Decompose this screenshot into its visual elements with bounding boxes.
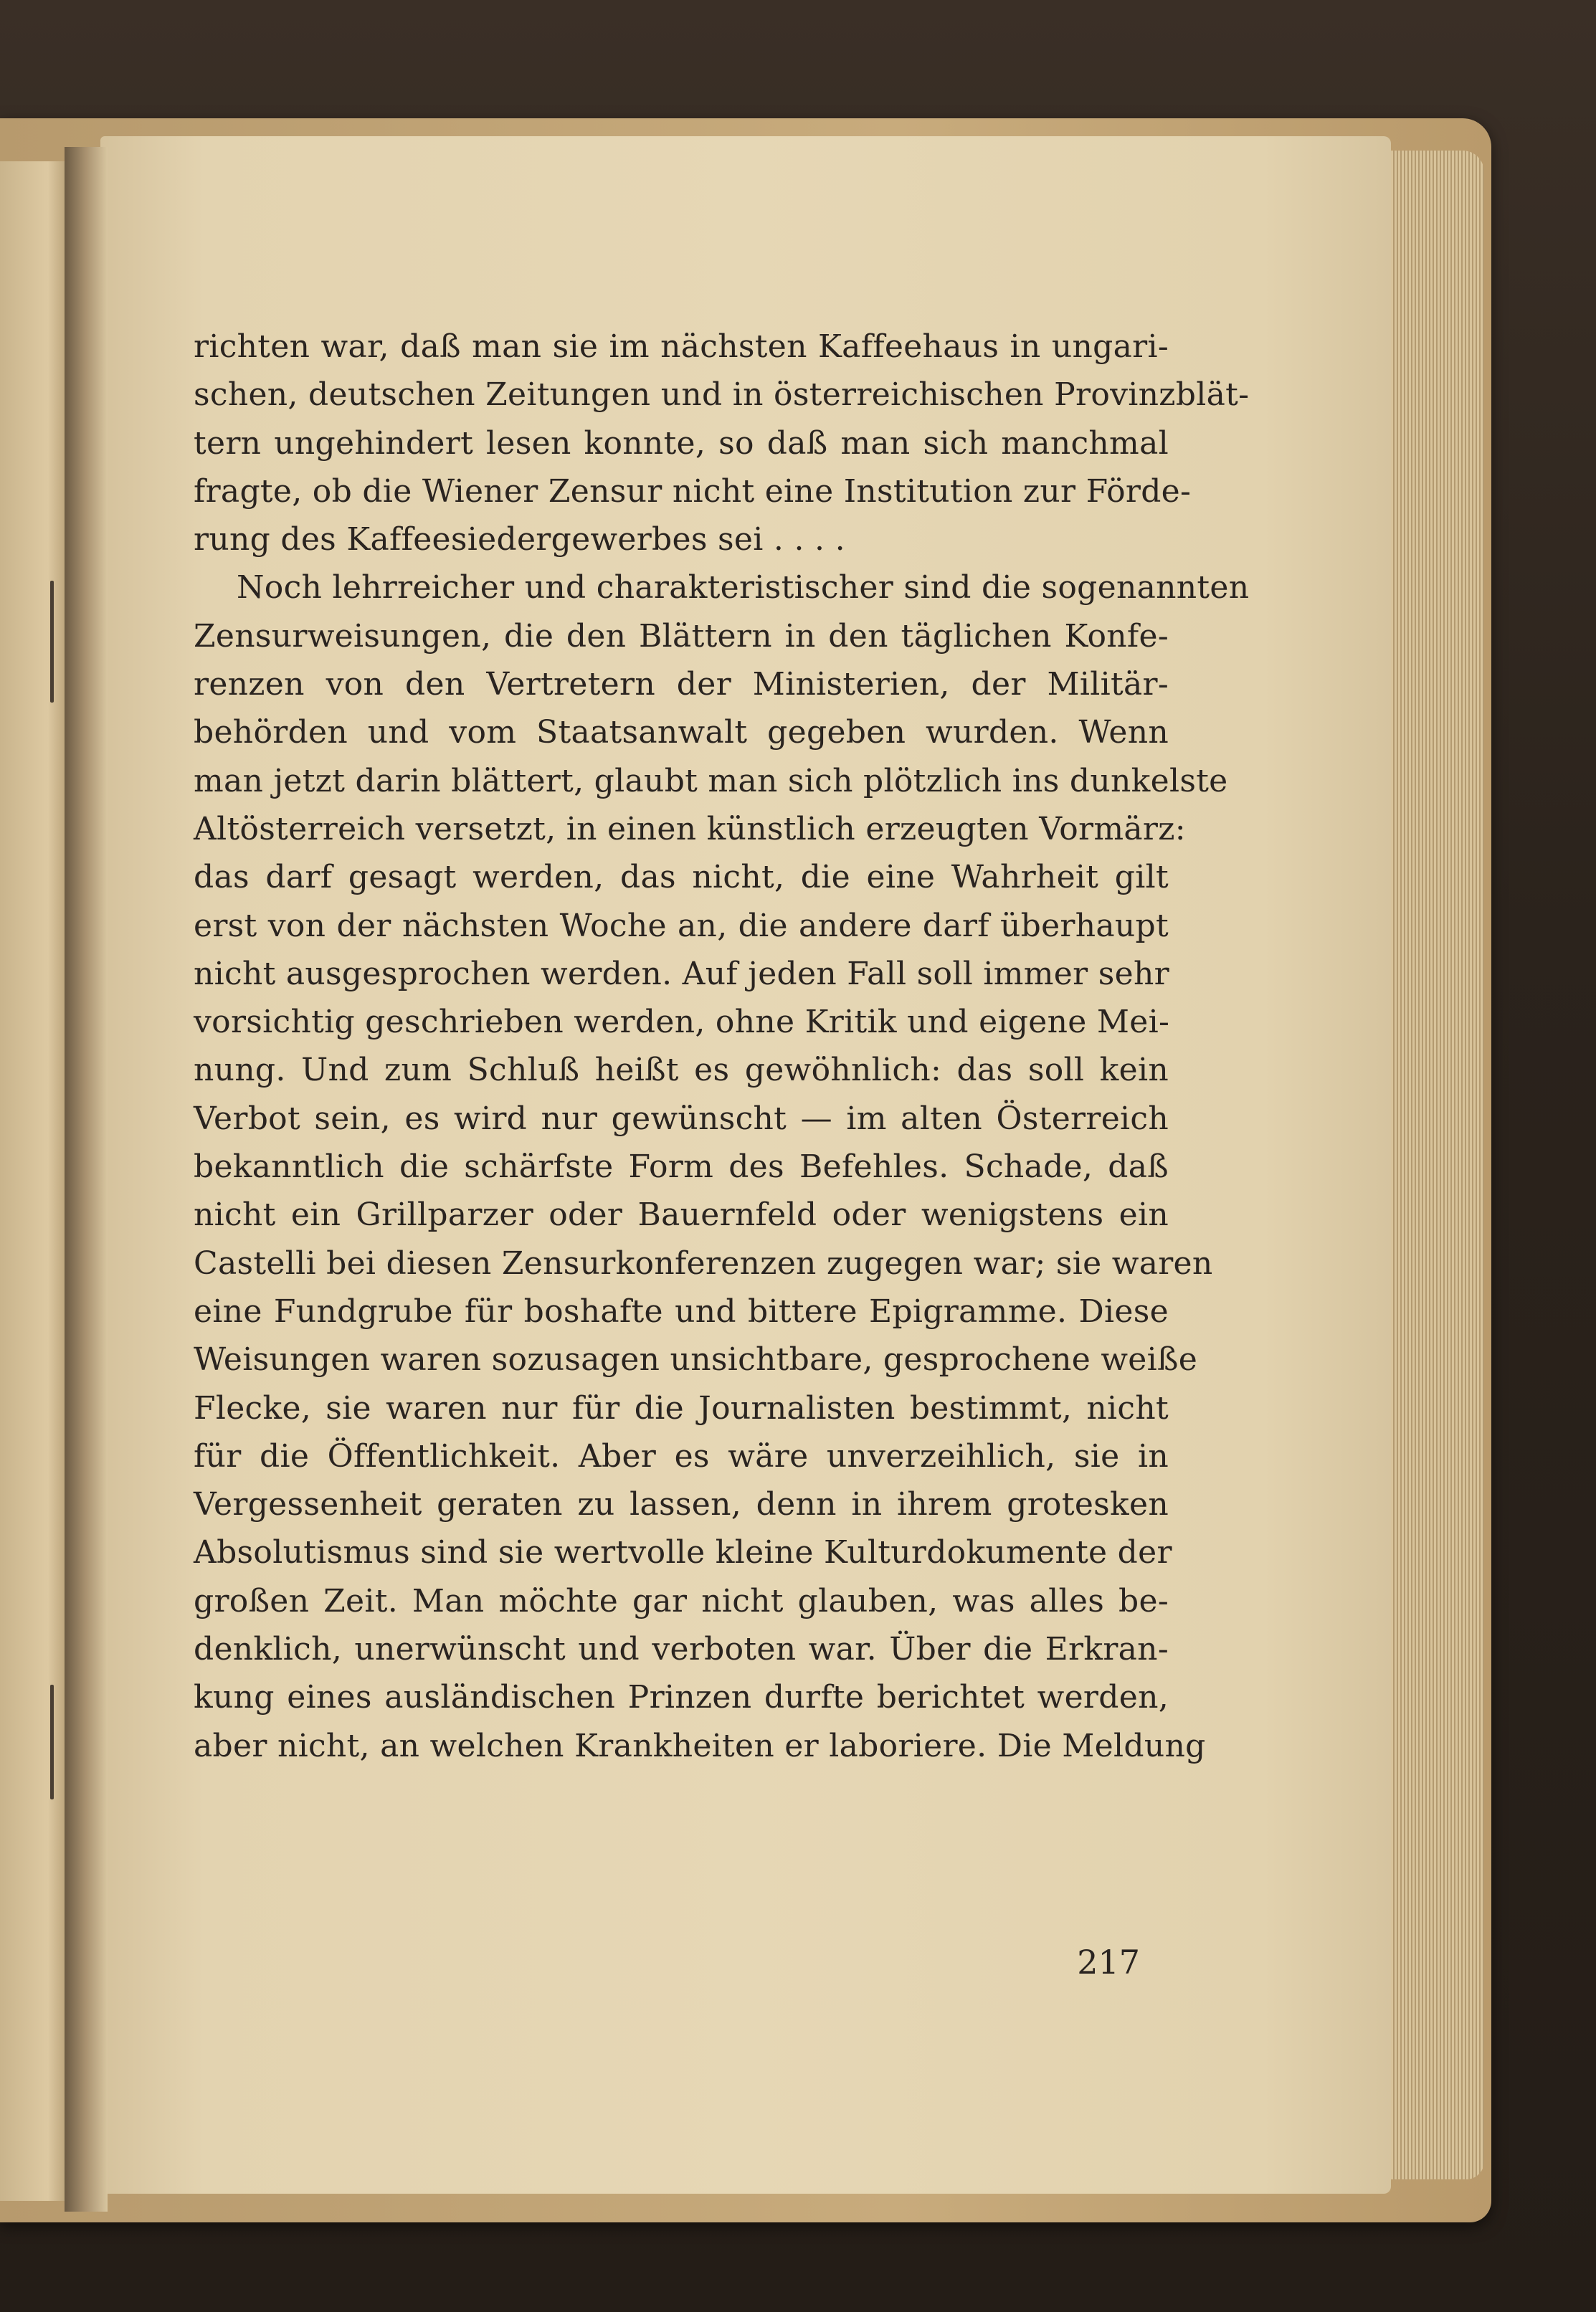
text-line: Weisungen waren sozusagen unsichtbare, gesprochene weiße [194, 1341, 1198, 1379]
text-line: fragte, ob die Wiener Zensur nicht eine Institution zur Förde- [194, 472, 1192, 510]
page-number: 217 [1077, 1943, 1140, 1982]
text-line: nicht ausgesprochen werden. Auf jeden Fall soll immer sehr [194, 955, 1169, 992]
text-line: Zensurweisungen, die den Blättern in den täglichen Konfe- [194, 617, 1169, 655]
text-line: das darf gesagt werden, das nicht, die eine Wahrheit gilt [194, 859, 1169, 896]
text-line: nicht ein Grillparzer oder Bauernfeld oder wenigstens ein [194, 1197, 1169, 1234]
text-line: eine Fundgrube für boshafte und bittere Epigramme. Diese [194, 1293, 1169, 1330]
text-line: erst von der nächsten Woche an, die andere darf überhaupt [194, 907, 1169, 944]
margin-mark [50, 581, 54, 703]
text-line: rung des Kaffeesiedergewerbes sei . . . . [194, 521, 845, 558]
text-line: nung. Und zum Schluß heißt es gewöhnlich: das soll kein [194, 1052, 1169, 1089]
text-line: großen Zeit. Man möchte gar nicht glauben, was alles be- [194, 1582, 1169, 1619]
text-line: vorsichtig geschrieben werden, ohne Kritik und eigene Mei- [194, 1004, 1170, 1041]
page-edges [1377, 151, 1484, 2179]
text-line: Vergessenheit geraten zu lassen, denn in ihrem grotesken [194, 1486, 1169, 1523]
margin-mark [50, 1685, 54, 1799]
text-line: Castelli bei diesen Zensurkonferenzen zugegen war; sie waren [194, 1245, 1213, 1282]
text-line: behörden und vom Staatsanwalt gegeben wurden. Wenn [194, 714, 1169, 751]
text-line: denklich, unerwünscht und verboten war. Über die Erkran- [194, 1631, 1169, 1668]
text-line: man jetzt darin blättert, glaubt man sich plötzlich ins dunkelste [194, 762, 1228, 799]
text-line: Noch lehrreicher und charakteristischer sind die sogenannten [237, 569, 1250, 606]
body-text [194, 323, 1250, 1770]
left-page [0, 161, 68, 2201]
gutter-shadow [65, 147, 108, 2212]
text-line: kung eines ausländischen Prinzen durfte berichtet werden, [194, 1679, 1169, 1716]
text-line: Verbot sein, es wird nur gewünscht — im alten Österreich [194, 1100, 1169, 1137]
text-line: tern ungehindert lesen konnte, so daß man sich manchmal [194, 424, 1169, 462]
text-line: Altösterreich versetzt, in einen künstlich erzeugten Vormärz: [194, 810, 1186, 847]
text-line: schen, deutschen Zeitungen und in österreichischen Provinzblät- [194, 376, 1250, 414]
text-line: für die Öffentlichkeit. Aber es wäre unverzeihlich, sie in [194, 1437, 1169, 1475]
text-line: richten war, daß man sie im nächsten Kaffeehaus in ungari- [194, 328, 1169, 365]
text-line: Flecke, sie waren nur für die Journalisten bestimmt, nicht [194, 1389, 1169, 1427]
text-line: Absolutismus sind sie wertvolle kleine Kulturdokumente der [194, 1534, 1172, 1571]
text-line: renzen von den Vertretern der Ministerien, der Militär- [194, 666, 1169, 703]
text-line: aber nicht, an welchen Krankheiten er laboriere. Die Meldung [194, 1727, 1206, 1764]
text-line: bekanntlich die schärfste Form des Befehles. Schade, daß [194, 1148, 1169, 1186]
